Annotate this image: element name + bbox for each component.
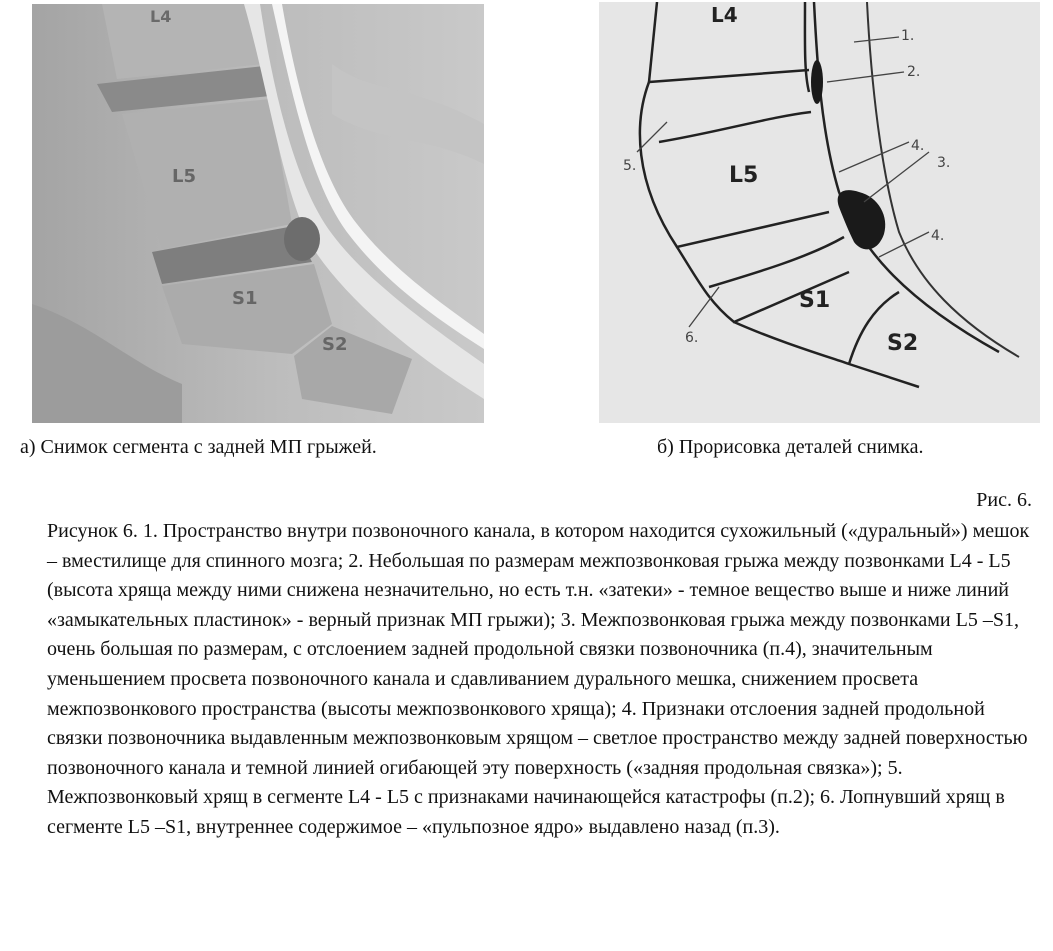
callout-6: 6. <box>685 330 699 346</box>
label-s2: S2 <box>887 331 919 356</box>
callout-4b: 4. <box>931 228 945 244</box>
label-l4: L4 <box>150 7 172 26</box>
label-s1: S1 <box>232 288 258 309</box>
mri-scan-image <box>32 4 484 423</box>
tracing-drawing <box>599 2 1040 423</box>
label-s2: S2 <box>322 334 348 355</box>
caption-b: б) Прорисовка деталей снимка. <box>657 436 924 458</box>
callout-5: 5. <box>623 158 637 174</box>
label-l4: L4 <box>711 3 738 27</box>
caption-a: а) Снимок сегмента с задней МП грыжей. <box>20 436 377 458</box>
figure-description: Рисунок 6. 1. Пространство внутри позвоночного канала, в котором находится сухожильный («дуральный») мешок – вместилище для спинного мозга; 2. Небольшая по размерам межпозвонковая грыжа между позвонками L4 - L5 (высота хряща между ними снижена незначительно, но есть т.н. «затеки» - темное вещество выше и ниже линий «замыкательных пластинок» - верный признак МП грыжи); 3. Межпозвонковая грыжа между позвонками L5 –S1, очень большая по размерам, с отслоением задней продольной связки позвоночника (п.4), значительным уменьшением просвета позвоночного канала и сдавливанием дурального мешка, снижением просвета межпозвонкового пространства (высоты межпозвонкового хряща); 4. Признаки отслоения задней продольной связки позвоночника выдавленным межпозвонковым хрящом – светлое пространство между задней поверхностью позвоночного канала и темной линией огибающей эту поверхность («задняя продольная связка»); 5. Межпозвонковый хрящ в сегменте L4 - L5 с признаками начинающейся катастрофы (п.2); 6. Лопнувший хрящ в сегменте L5 –S1, внутреннее содержимое – «пульпозное ядро» выдавлено назад (п.3). <box>47 520 1030 838</box>
callout-1: 1. <box>901 28 915 44</box>
figure-number: Рис. 6. <box>976 489 1032 511</box>
label-l5: L5 <box>729 163 759 188</box>
label-s1: S1 <box>799 288 831 313</box>
hernia-small <box>811 60 823 104</box>
label-l5: L5 <box>172 166 196 187</box>
callout-3: 3. <box>937 155 951 171</box>
herniation-spot <box>284 217 320 261</box>
callout-4a: 4. <box>911 138 925 154</box>
callout-2: 2. <box>907 64 921 80</box>
